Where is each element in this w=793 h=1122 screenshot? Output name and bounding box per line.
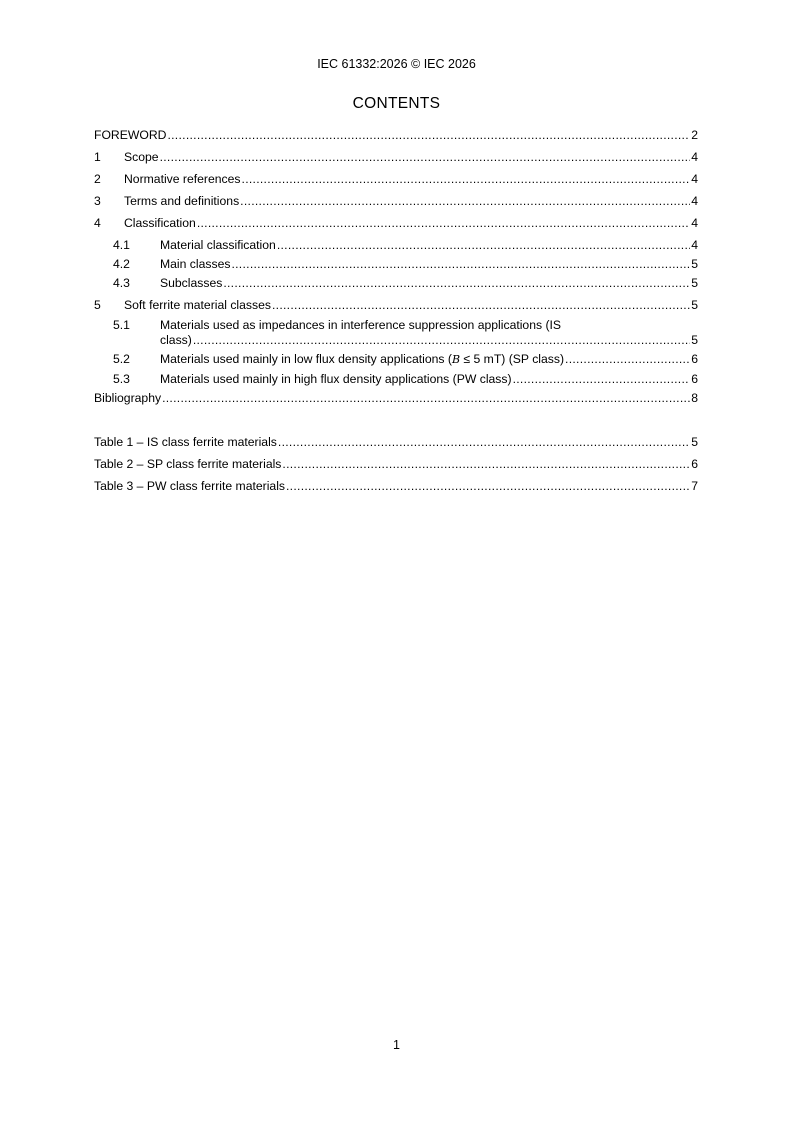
- toc-section-number: 5.1: [113, 318, 130, 332]
- toc-text-part: Materials used mainly in low flux density applications (: [160, 352, 452, 366]
- toc-entry-table-3[interactable]: [94, 477, 698, 494]
- document-header: IEC 61332:2026 © IEC 2026: [317, 57, 476, 71]
- page-number: 1: [393, 1038, 400, 1052]
- toc-entry-classification[interactable]: [94, 214, 698, 231]
- toc-page-number: 5: [691, 257, 698, 271]
- toc-page-number: 8: [691, 391, 698, 405]
- toc-entry-text: Terms and definitions: [124, 194, 240, 208]
- toc-section-number: 3: [94, 194, 101, 208]
- dot-leader: [282, 457, 690, 472]
- toc-entry-main-classes[interactable]: [94, 255, 698, 272]
- dot-leader: [167, 128, 690, 143]
- dot-leader: [231, 257, 690, 272]
- toc-page-number: 4: [691, 194, 698, 208]
- toc-section-number: 4: [94, 216, 101, 230]
- toc-entry-text: Table 3 – PW class ferrite materials: [94, 479, 285, 493]
- toc-entry-text: Subclasses: [160, 276, 223, 290]
- toc-section-number: 4.2: [113, 257, 130, 271]
- toc-entry-table-1[interactable]: [94, 433, 698, 450]
- toc-section-number: 5.2: [113, 352, 130, 366]
- toc-page-number: 6: [691, 372, 698, 386]
- dot-leader: [565, 352, 690, 367]
- toc-entry-normative-references[interactable]: [94, 170, 698, 187]
- dot-leader: [513, 372, 691, 387]
- toc-entry-text: Soft ferrite material classes: [124, 298, 271, 312]
- toc-entry-text: Table 2 – SP class ferrite materials: [94, 457, 282, 471]
- toc-entry-scope[interactable]: [94, 148, 698, 165]
- toc-section-number: 1: [94, 150, 101, 164]
- toc-entry-text: class): [160, 333, 192, 347]
- contents-title: CONTENTS: [352, 95, 441, 112]
- dot-leader: [277, 238, 690, 253]
- toc-page-number: 6: [691, 352, 698, 366]
- toc-page-number: 4: [691, 216, 698, 230]
- toc-page-number: 5: [691, 298, 698, 312]
- toc-text-part: ≤ 5 mT) (SP class): [460, 352, 565, 366]
- toc-entry-text: Table 1 – IS class ferrite materials: [94, 435, 277, 449]
- dot-leader: [286, 479, 690, 494]
- toc-entry-text: Main classes: [160, 257, 231, 271]
- toc-page-number: 4: [691, 172, 698, 186]
- toc-section-number: 5.3: [113, 372, 130, 386]
- dot-leader: [278, 435, 690, 450]
- dot-leader: [223, 276, 690, 291]
- toc-entry-is-class-line2[interactable]: [160, 331, 698, 348]
- toc-page-number: 2: [691, 128, 698, 142]
- toc-page-number: 4: [691, 238, 698, 252]
- toc-section-number: 4.3: [113, 276, 130, 290]
- toc-section-number: 5: [94, 298, 101, 312]
- dot-leader: [193, 333, 690, 348]
- dot-leader: [162, 391, 690, 406]
- toc-entry-pw-class[interactable]: [94, 370, 698, 387]
- toc-entry-text: Normative references: [124, 172, 241, 186]
- toc-entry-text: [160, 352, 564, 367]
- toc-page-number: 5: [691, 276, 698, 290]
- toc-entry-material-classification[interactable]: [94, 236, 698, 253]
- toc-entry-terms-and-definitions[interactable]: [94, 192, 698, 209]
- toc-page-number: 5: [691, 435, 698, 449]
- toc-entry-text: FOREWORD: [94, 128, 167, 142]
- toc-entry-foreword[interactable]: [94, 126, 698, 143]
- toc-page-number: 6: [691, 457, 698, 471]
- toc-entry-text: Bibliography: [94, 391, 162, 405]
- dot-leader: [240, 194, 690, 209]
- dot-leader: [160, 150, 691, 165]
- toc-entry-bibliography[interactable]: [94, 389, 698, 406]
- toc-section-number: 4.1: [113, 238, 130, 252]
- toc-entry-text: Material classification: [160, 238, 276, 252]
- toc-page-number: 4: [691, 150, 698, 164]
- toc-entry-soft-ferrite-material-classes[interactable]: [94, 296, 698, 313]
- toc-entry-text: Materials used as impedances in interference suppression applications (IS: [160, 318, 562, 332]
- toc-entry-table-2[interactable]: [94, 455, 698, 472]
- toc-page-number: 7: [691, 479, 698, 493]
- toc-entry-text: Scope: [124, 150, 159, 164]
- toc-section-number: 2: [94, 172, 101, 186]
- toc-page-number: 5: [691, 333, 698, 347]
- toc-entry-subclasses[interactable]: [94, 274, 698, 291]
- toc-entry-sp-class[interactable]: [94, 350, 698, 367]
- dot-leader: [242, 172, 691, 187]
- dot-leader: [197, 216, 690, 231]
- toc-entry-text: Classification: [124, 216, 196, 230]
- toc-entry-text: Materials used mainly in high flux density applications (PW class): [160, 372, 512, 386]
- flux-density-symbol: B: [451, 353, 461, 366]
- dot-leader: [272, 298, 690, 313]
